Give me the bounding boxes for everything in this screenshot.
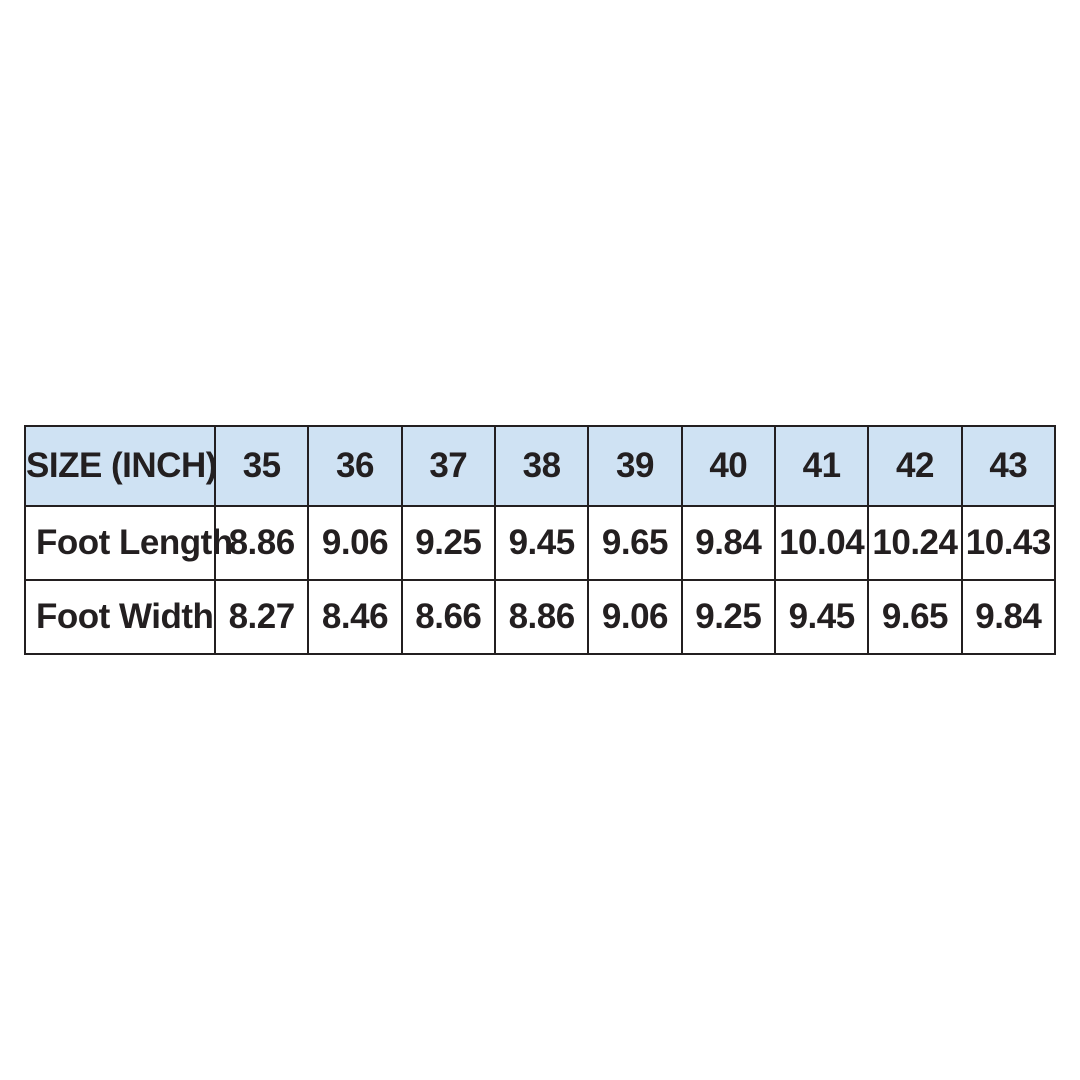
table-cell: 10.04	[775, 506, 868, 580]
table-cell: 8.86	[495, 580, 588, 654]
table-cell: 8.86	[215, 506, 308, 580]
row-label-foot-length: Foot Length	[25, 506, 215, 580]
table-header-cell: 43	[962, 426, 1055, 506]
table-cell: 9.84	[682, 506, 775, 580]
table-header-size-label: SIZE (INCH)	[25, 426, 215, 506]
size-chart-table	[24, 425, 1056, 655]
table-header-cell: 35	[215, 426, 308, 506]
table-header-cell: 41	[775, 426, 868, 506]
table-header-cell: 38	[495, 426, 588, 506]
table-cell: 9.06	[308, 506, 401, 580]
table-cell: 9.45	[775, 580, 868, 654]
row-label-foot-width: Foot Width	[25, 580, 215, 654]
table-header-cell: 42	[868, 426, 961, 506]
table-cell: 10.24	[868, 506, 961, 580]
table-cell: 9.84	[962, 580, 1055, 654]
table-row	[25, 580, 1055, 654]
table-cell: 9.45	[495, 506, 588, 580]
table-cell: 8.46	[308, 580, 401, 654]
table-header-cell: 40	[682, 426, 775, 506]
table-header-cell: 39	[588, 426, 681, 506]
table-header-cell: 36	[308, 426, 401, 506]
table-cell: 10.43	[962, 506, 1055, 580]
table-row	[25, 506, 1055, 580]
table-cell: 9.06	[588, 580, 681, 654]
table-cell: 8.27	[215, 580, 308, 654]
table-cell: 8.66	[402, 580, 495, 654]
table-header-row	[25, 426, 1055, 506]
table-cell: 9.25	[682, 580, 775, 654]
table-cell: 9.25	[402, 506, 495, 580]
size-chart-container	[24, 425, 1056, 655]
table-cell: 9.65	[868, 580, 961, 654]
table-header-cell: 37	[402, 426, 495, 506]
table-cell: 9.65	[588, 506, 681, 580]
